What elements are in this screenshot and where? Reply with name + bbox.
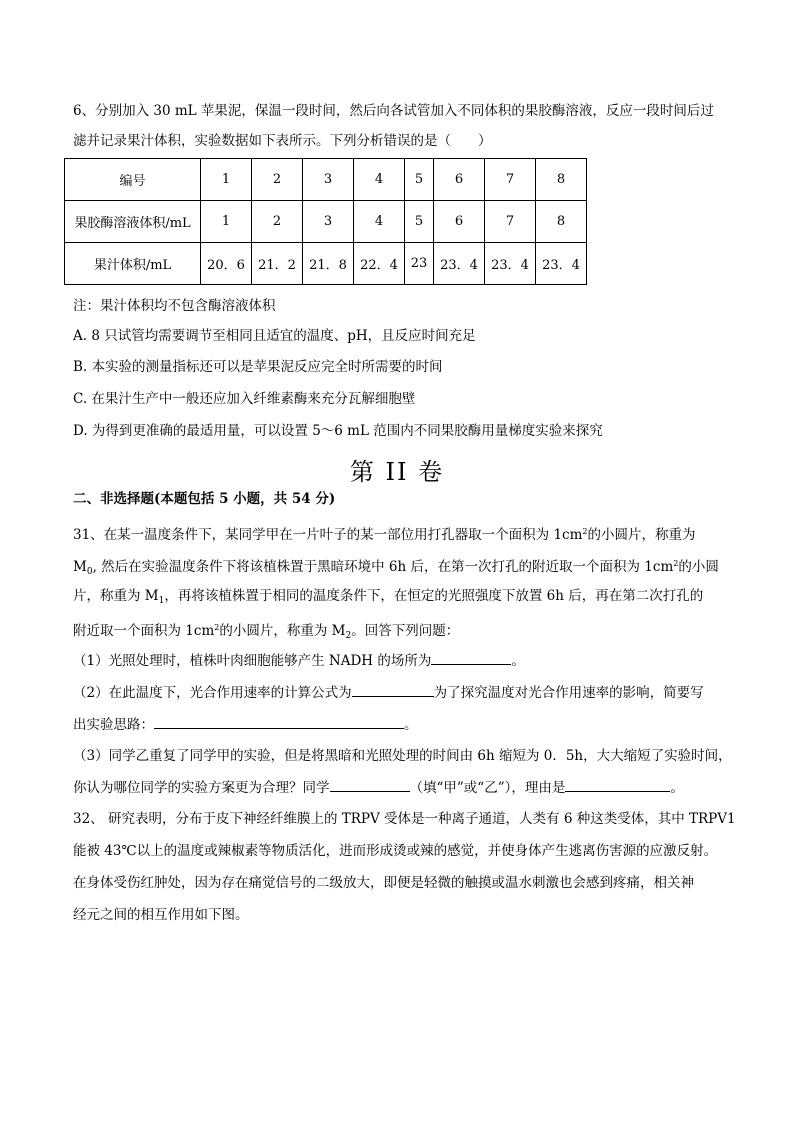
q32-line3: 在身体受伤红肿处，因为存在痛觉信号的二级放大，即便是轻微的触摸或温水刺激也会感到疼痛，相关神 [73,875,694,891]
q31-text: M [73,559,87,575]
q31-text: 出实验思路： [73,717,154,733]
table-cell: 21．2 [252,243,303,285]
superscript: 2 [673,559,679,568]
answer-blank[interactable] [154,714,404,729]
section2-heading: 二、非选择题(本题包括 5 小题，共 54 分) [73,491,336,507]
table-cell: 22．4 [354,243,405,285]
table-cell: 2 [252,159,303,201]
table-cell: 5 [405,201,434,243]
q31-text: 的小圆片，称重为 M [219,623,346,639]
answer-blank[interactable] [565,777,670,792]
row-header-number: 编号 [65,159,201,201]
table-cell: 7 [485,159,536,201]
q31-text: ，再将该植株置于相同的温度条件下，在恒定的光照强度下放置 6h 后，再在第二次打孔的 [164,588,704,604]
q31-text: 31、在某一温度条件下，某同学甲在一片叶子的某一部位用打孔器取一个面积为 1cm [73,527,583,543]
table-cell: 20．6 [201,243,252,285]
option-a: A. 8 只试管均需要调节至相同且适宜的温度、pH，且反应时间充足 [73,328,476,344]
table-cell: 7 [485,201,536,243]
q6-stem-line1: 6、分别加入 30 mL 苹果泥，保温一段时间，然后向各试管加入不同体积的果胶酶溶液，反应一段时间后过 [73,103,714,119]
q31-text: 。 [404,717,418,733]
table-cell: 6 [434,201,485,243]
table-cell: 8 [536,159,587,201]
table-cell: 23．4 [434,243,485,285]
q31-text: 的小圆片，称重为 [587,527,696,543]
q31-text: 。 [511,653,525,669]
q31-text: 你认为哪位同学的实验方案更为合理？同学 [73,780,330,796]
section-title: 第 II 卷 [349,458,445,486]
q31-line4 [73,618,459,646]
q31-part2 [73,682,704,703]
table-cell: 23 [405,243,434,285]
q31-text: 的小圆 [678,559,719,575]
q31-part1 [73,650,525,671]
table-cell: 1 [201,159,252,201]
q31-text: , 然后在实验温度条件下将该植株置于黑暗环境中 6h 后，在第一次打孔的附近取一个面积为 1cm [92,559,674,575]
q32-line1: 32、 研究表明，分布于皮下神经纤维膜上的 TRPV 受体是一种离子通道，人类有 6 种这类受体，其中 TRPV1 [73,811,736,827]
table-cell: 3 [303,159,354,201]
q31-text: 片，称重为 M [73,588,159,604]
option-b: B. 本实验的测量指标还可以是苹果泥反应完全时所需要的时间 [73,359,443,375]
q31-text: 。 [670,780,684,796]
q31-text: （1）光照处理时，植株叶肉细胞能够产生 NADH 的场所为 [73,653,432,669]
q31-line3 [73,586,703,611]
q31-text: （填“甲”或“乙”），理由是 [409,780,566,796]
subscript: 1 [158,596,165,606]
superscript: 2 [214,623,220,632]
table-row-volume [65,201,587,243]
q31-text: 附近取一个面积为 1cm [73,623,215,639]
data-table [64,158,587,285]
table-cell: 6 [434,159,485,201]
q6-stem-line2: 滤并记录果汁体积，实验数据如下表所示。下列分析错误的是（ ） [73,133,492,149]
q31-text: （2）在此温度下，光合作用速率的计算公式为 [73,685,352,701]
q31-part3: （3）同学乙重复了同学甲的实验，但是将黑暗和光照处理的时间由 6h 缩短为 0．5h，大大缩短了实验时间， [73,748,732,764]
table-row-number [65,159,587,201]
table-cell: 4 [354,159,405,201]
q32-line2: 能被 43℃以上的温度或辣椒素等物质活化，进而形成烫或辣的感觉，并使身体产生逃离伤害源的应激反射。 [73,843,718,859]
table-note: 注：果汁体积均不包含酶溶液体积 [73,298,276,314]
row-header-volume: 果胶酶溶液体积/mL [65,201,201,243]
q31-text: 为了探究温度对光合作用速率的影响，简要写 [433,685,704,701]
q31-line1 [73,522,696,545]
row-header-juice: 果汁体积/mL [65,243,201,285]
table-cell: 23．4 [485,243,536,285]
table-cell: 4 [354,201,405,243]
subscript: 2 [345,631,352,641]
subscript: 0 [86,567,93,577]
q32-line4: 经元之间的相互作用如下图。 [73,907,249,923]
table-cell: 23．4 [536,243,587,285]
q31-line2 [73,554,719,582]
table-row-juice [65,243,587,285]
answer-blank[interactable] [431,650,511,665]
answer-blank[interactable] [352,682,434,697]
q31-text: 。回答下列问题： [351,623,460,639]
q31-part2-cont [73,714,418,735]
answer-blank[interactable] [330,777,410,792]
table-cell: 1 [201,201,252,243]
superscript: 2 [582,527,588,536]
q31-part3-cont [73,777,684,798]
option-c: C. 在果汁生产中一般还应加入纤维素酶来充分瓦解细胞壁 [73,391,416,407]
option-d: D. 为得到更准确的最适用量，可以设置 5～6 mL 范围内不同果胶酶用量梯度实验来探究 [73,423,603,439]
table-cell: 8 [536,201,587,243]
table-cell: 3 [303,201,354,243]
table-cell: 2 [252,201,303,243]
table-cell: 21．8 [303,243,354,285]
table-cell: 5 [405,159,434,201]
